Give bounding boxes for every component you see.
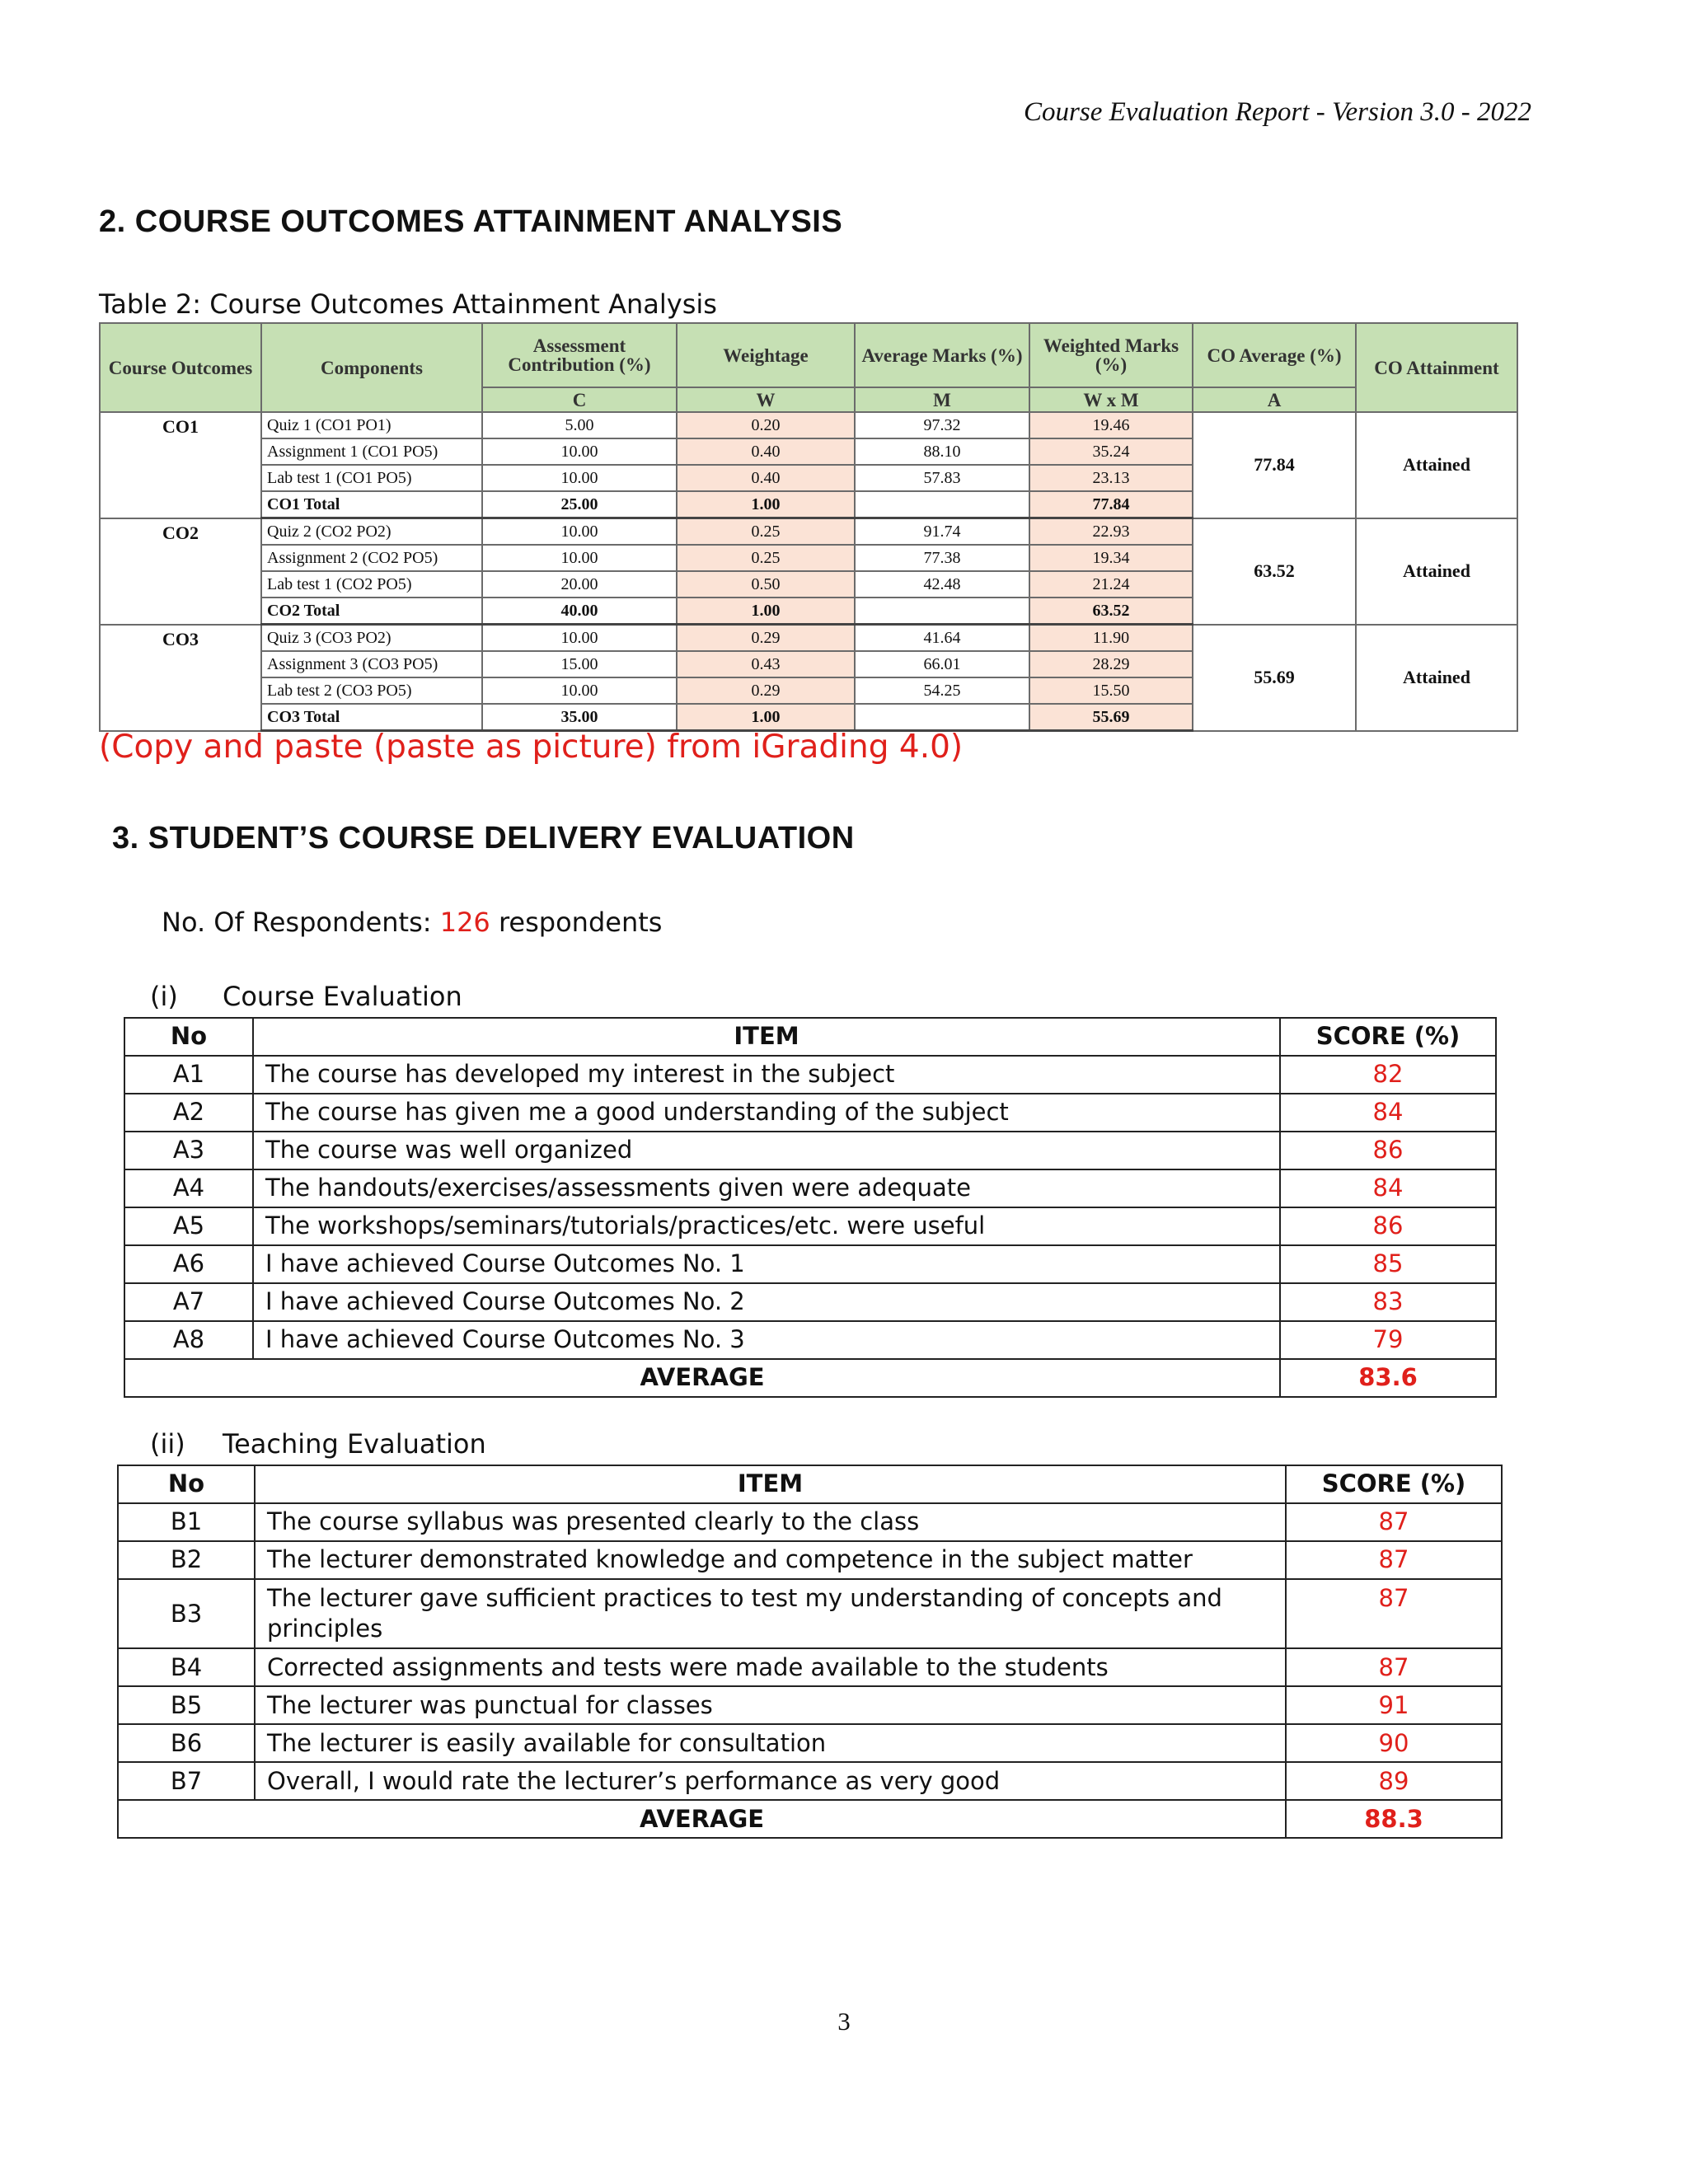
weightage-value: 0.29 xyxy=(677,677,855,704)
row-no: B3 xyxy=(118,1579,255,1648)
co-label: CO1 xyxy=(100,412,261,518)
component-name: Lab test 2 (CO3 PO5) xyxy=(261,677,482,704)
contribution-value: 20.00 xyxy=(482,571,677,598)
weighted-marks-value: 19.34 xyxy=(1029,545,1193,571)
row-score: 89 xyxy=(1286,1762,1502,1800)
respondents-label: No. Of Respondents: xyxy=(162,907,440,938)
col-no: No xyxy=(124,1018,253,1056)
contribution-value: 15.00 xyxy=(482,651,677,677)
average-marks-value: 42.48 xyxy=(855,571,1029,598)
row-item: The lecturer gave sufficient practices to test my understanding of concepts and principles xyxy=(255,1579,1286,1648)
row-item: The lecturer was punctual for classes xyxy=(255,1686,1286,1724)
row-score: 87 xyxy=(1286,1541,1502,1579)
section-2-heading: 2. COURSE OUTCOMES ATTAINMENT ANALYSIS xyxy=(99,204,843,239)
col-score: SCORE (%) xyxy=(1280,1018,1496,1056)
table-row xyxy=(100,412,1517,438)
average-marks-value: 91.74 xyxy=(855,518,1029,546)
row-no: B2 xyxy=(118,1541,255,1579)
col-item: ITEM xyxy=(253,1018,1280,1056)
average-marks-value: 41.64 xyxy=(855,625,1029,652)
co-average-value: 63.52 xyxy=(1193,518,1356,625)
col-co-attainment: CO Attainment xyxy=(1356,323,1517,412)
weightage-value: 0.20 xyxy=(677,412,855,438)
subheader-w: W xyxy=(677,387,855,412)
row-item: The handouts/exercises/assessments given were adequate xyxy=(253,1169,1280,1207)
co-label: CO3 xyxy=(100,625,261,731)
co-attainment-status: Attained xyxy=(1356,518,1517,625)
col-score: SCORE (%) xyxy=(1286,1465,1502,1503)
respondents-line xyxy=(162,907,662,938)
table-row xyxy=(124,1056,1496,1094)
col-average-marks: Average Marks (%) xyxy=(855,323,1029,387)
total-average-marks-empty xyxy=(855,598,1029,625)
co-average-value: 77.84 xyxy=(1193,412,1356,518)
total-weightage: 1.00 xyxy=(677,598,855,625)
weighted-marks-value: 21.24 xyxy=(1029,571,1193,598)
table-row xyxy=(118,1541,1502,1579)
section-3-heading: 3. STUDENT’S COURSE DELIVERY EVALUATION xyxy=(112,821,855,855)
row-score: 84 xyxy=(1280,1094,1496,1132)
row-no: B5 xyxy=(118,1686,255,1724)
row-score: 87 xyxy=(1286,1648,1502,1686)
row-score: 84 xyxy=(1280,1169,1496,1207)
row-item: The lecturer demonstrated knowledge and competence in the subject matter xyxy=(255,1541,1286,1579)
co-attainment-status: Attained xyxy=(1356,412,1517,518)
table-2-caption: Table 2: Course Outcomes Attainment Analysis xyxy=(99,288,717,320)
row-no: A3 xyxy=(124,1132,253,1169)
table-row xyxy=(100,518,1517,546)
component-name: Assignment 3 (CO3 PO5) xyxy=(261,651,482,677)
table-row xyxy=(118,1762,1502,1800)
row-item: The workshops/seminars/tutorials/practices/etc. were useful xyxy=(253,1207,1280,1245)
co-label: CO2 xyxy=(100,518,261,625)
subheader-c: C xyxy=(482,387,677,412)
row-item: The course has given me a good understanding of the subject xyxy=(253,1094,1280,1132)
row-no: B7 xyxy=(118,1762,255,1800)
col-co-average: CO Average (%) xyxy=(1193,323,1356,387)
average-row xyxy=(118,1800,1502,1838)
average-value: 83.6 xyxy=(1280,1359,1496,1397)
total-average-marks-empty xyxy=(855,491,1029,518)
table-row xyxy=(100,625,1517,652)
weightage-value: 0.50 xyxy=(677,571,855,598)
row-no: B6 xyxy=(118,1724,255,1762)
teaching-eval-marker: (ii) xyxy=(150,1428,185,1460)
table-row xyxy=(118,1686,1502,1724)
row-item: Overall, I would rate the lecturer’s performance as very good xyxy=(255,1762,1286,1800)
row-score: 91 xyxy=(1286,1686,1502,1724)
row-no: B1 xyxy=(118,1503,255,1541)
table-row xyxy=(118,1579,1502,1648)
page-number: 3 xyxy=(837,2007,851,2036)
total-average-marks-empty xyxy=(855,704,1029,731)
row-score: 79 xyxy=(1280,1321,1496,1359)
total-label: CO2 Total xyxy=(261,598,482,625)
co-attainment-status: Attained xyxy=(1356,625,1517,731)
total-contribution: 40.00 xyxy=(482,598,677,625)
col-components: Components xyxy=(261,323,482,412)
row-score: 86 xyxy=(1280,1132,1496,1169)
course-eval-title: Course Evaluation xyxy=(223,981,462,1012)
subheader-wxm: W x M xyxy=(1029,387,1193,412)
running-header: Course Evaluation Report - Version 3.0 - 2022 xyxy=(1024,97,1531,127)
average-marks-value: 57.83 xyxy=(855,465,1029,491)
contribution-value: 10.00 xyxy=(482,545,677,571)
co-attainment-table xyxy=(99,322,1518,732)
row-item: Corrected assignments and tests were made available to the students xyxy=(255,1648,1286,1686)
weightage-value: 0.29 xyxy=(677,625,855,652)
contribution-value: 10.00 xyxy=(482,518,677,546)
teaching-eval-title: Teaching Evaluation xyxy=(223,1428,486,1460)
table-row xyxy=(124,1283,1496,1321)
component-name: Quiz 2 (CO2 PO2) xyxy=(261,518,482,546)
contribution-value: 10.00 xyxy=(482,677,677,704)
weighted-marks-value: 28.29 xyxy=(1029,651,1193,677)
row-score: 86 xyxy=(1280,1207,1496,1245)
average-marks-value: 97.32 xyxy=(855,412,1029,438)
col-item: ITEM xyxy=(255,1465,1286,1503)
total-weightage: 1.00 xyxy=(677,491,855,518)
total-label: CO1 Total xyxy=(261,491,482,518)
row-no: A7 xyxy=(124,1283,253,1321)
row-item: The lecturer is easily available for consultation xyxy=(255,1724,1286,1762)
co-average-value: 55.69 xyxy=(1193,625,1356,731)
component-name: Lab test 1 (CO1 PO5) xyxy=(261,465,482,491)
row-score: 83 xyxy=(1280,1283,1496,1321)
component-name: Quiz 3 (CO3 PO2) xyxy=(261,625,482,652)
table-row xyxy=(118,1503,1502,1541)
row-no: A4 xyxy=(124,1169,253,1207)
table-row xyxy=(124,1169,1496,1207)
row-no: A6 xyxy=(124,1245,253,1283)
course-evaluation-table xyxy=(124,1017,1497,1398)
table-row xyxy=(124,1094,1496,1132)
weightage-value: 0.25 xyxy=(677,545,855,571)
weightage-value: 0.40 xyxy=(677,465,855,491)
respondents-suffix: respondents xyxy=(490,907,663,938)
course-eval-marker: (i) xyxy=(150,981,178,1012)
weighted-marks-value: 23.13 xyxy=(1029,465,1193,491)
average-marks-value: 66.01 xyxy=(855,651,1029,677)
row-no: B4 xyxy=(118,1648,255,1686)
row-no: A5 xyxy=(124,1207,253,1245)
row-score: 87 xyxy=(1286,1579,1502,1648)
subheader-a: A xyxy=(1193,387,1356,412)
total-label: CO3 Total xyxy=(261,704,482,731)
contribution-value: 10.00 xyxy=(482,625,677,652)
row-score: 85 xyxy=(1280,1245,1496,1283)
weighted-marks-value: 11.90 xyxy=(1029,625,1193,652)
subheader-m: M xyxy=(855,387,1029,412)
total-contribution: 35.00 xyxy=(482,704,677,731)
row-no: A8 xyxy=(124,1321,253,1359)
row-item: The course was well organized xyxy=(253,1132,1280,1169)
component-name: Assignment 2 (CO2 PO5) xyxy=(261,545,482,571)
row-item: The course syllabus was presented clearly to the class xyxy=(255,1503,1286,1541)
average-label: AVERAGE xyxy=(118,1800,1286,1838)
row-no: A1 xyxy=(124,1056,253,1094)
contribution-value: 5.00 xyxy=(482,412,677,438)
average-marks-value: 88.10 xyxy=(855,438,1029,465)
row-item: I have achieved Course Outcomes No. 1 xyxy=(253,1245,1280,1283)
average-value: 88.3 xyxy=(1286,1800,1502,1838)
average-row xyxy=(124,1359,1496,1397)
weightage-value: 0.40 xyxy=(677,438,855,465)
col-weighted-marks: Weighted Marks (%) xyxy=(1029,323,1193,387)
total-weighted-marks: 55.69 xyxy=(1029,704,1193,731)
table-row xyxy=(118,1648,1502,1686)
row-item: The course has developed my interest in the subject xyxy=(253,1056,1280,1094)
weighted-marks-value: 22.93 xyxy=(1029,518,1193,546)
row-no: A2 xyxy=(124,1094,253,1132)
table-row xyxy=(124,1132,1496,1169)
row-score: 90 xyxy=(1286,1724,1502,1762)
table-row xyxy=(124,1321,1496,1359)
col-assessment-contribution: Assessment Contribution (%) xyxy=(482,323,677,387)
total-weighted-marks: 63.52 xyxy=(1029,598,1193,625)
respondents-count: 126 xyxy=(439,907,490,938)
col-no: No xyxy=(118,1465,255,1503)
component-name: Assignment 1 (CO1 PO5) xyxy=(261,438,482,465)
row-score: 82 xyxy=(1280,1056,1496,1094)
weighted-marks-value: 15.50 xyxy=(1029,677,1193,704)
contribution-value: 10.00 xyxy=(482,465,677,491)
average-marks-value: 54.25 xyxy=(855,677,1029,704)
weighted-marks-value: 35.24 xyxy=(1029,438,1193,465)
total-contribution: 25.00 xyxy=(482,491,677,518)
weighted-marks-value: 19.46 xyxy=(1029,412,1193,438)
col-course-outcomes: Course Outcomes xyxy=(100,323,261,412)
row-item: I have achieved Course Outcomes No. 3 xyxy=(253,1321,1280,1359)
table-row xyxy=(118,1724,1502,1762)
row-score: 87 xyxy=(1286,1503,1502,1541)
contribution-value: 10.00 xyxy=(482,438,677,465)
average-label: AVERAGE xyxy=(124,1359,1280,1397)
component-name: Lab test 1 (CO2 PO5) xyxy=(261,571,482,598)
teaching-evaluation-table xyxy=(117,1465,1503,1839)
table-row xyxy=(124,1245,1496,1283)
weightage-value: 0.43 xyxy=(677,651,855,677)
total-weighted-marks: 77.84 xyxy=(1029,491,1193,518)
weightage-value: 0.25 xyxy=(677,518,855,546)
table-row xyxy=(124,1207,1496,1245)
igrading-note: (Copy and paste (paste as picture) from iGrading 4.0) xyxy=(99,729,964,766)
component-name: Quiz 1 (CO1 PO1) xyxy=(261,412,482,438)
col-weightage: Weightage xyxy=(677,323,855,387)
total-weightage: 1.00 xyxy=(677,704,855,731)
average-marks-value: 77.38 xyxy=(855,545,1029,571)
row-item: I have achieved Course Outcomes No. 2 xyxy=(253,1283,1280,1321)
